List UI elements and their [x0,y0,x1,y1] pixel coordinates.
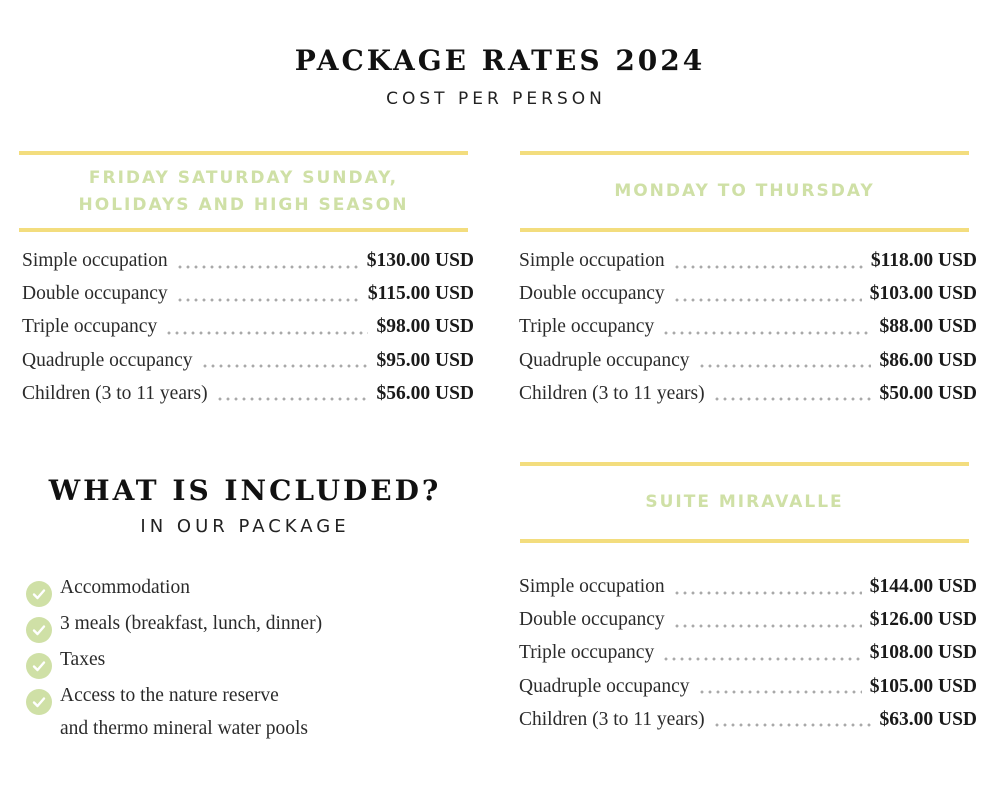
rate-price: $115.00 USD [367,283,474,305]
rate-row [519,383,977,416]
rate-price: $50.00 USD [879,382,977,404]
check-circle-icon [26,581,52,607]
rate-price: $103.00 USD [869,283,977,305]
check-circle-icon [26,653,52,679]
rate-row [519,316,977,349]
dotted-leader [698,688,862,696]
rate-label: Triple occupancy [519,642,655,664]
dotted-leader [673,296,862,304]
dotted-leader [673,263,863,271]
rate-label: Double occupancy [22,283,168,305]
rate-row [22,383,474,416]
page-title: PACKAGE RATES 2024 [294,44,706,77]
suite-bottom-rule [520,539,969,543]
list-item [26,571,466,607]
dotted-leader [176,296,360,304]
weekday-rate-list [519,250,977,416]
rate-label: Double occupancy [519,609,665,631]
rate-row [519,709,977,742]
item-text: Accommodation [60,577,190,598]
list-item [26,607,466,643]
dotted-leader [165,329,368,337]
rate-price: $118.00 USD [870,250,977,271]
list-item [26,643,466,679]
rate-label: Double occupancy [519,283,665,305]
rate-price: $130.00 USD [366,250,474,271]
rate-price: $86.00 USD [879,349,977,371]
rate-label: Simple occupation [519,576,665,597]
item-text-line2: and thermo mineral water pools [60,718,309,740]
rate-label: Children (3 to 11 years) [519,382,705,404]
dotted-leader [698,362,872,370]
dotted-leader [673,622,862,630]
dotted-leader [713,395,872,403]
rate-price: $144.00 USD [869,576,977,597]
dotted-leader [216,395,369,403]
dotted-leader [201,362,369,370]
rate-label: Triple occupancy [519,316,655,338]
rate-label: Triple occupancy [22,316,158,338]
weekend-title-line2: HOLIDAYS AND HIGH SEASON [78,194,409,215]
page-subtitle: COST PER PERSON [386,89,606,109]
rate-row [519,576,977,609]
weekday-bottom-rule [520,228,969,232]
included-title: WHAT IS INCLUDED? [48,474,442,507]
weekend-title-line1: FRIDAY SATURDAY SUNDAY, [88,167,399,188]
rate-row [519,350,977,383]
rate-price: $56.00 USD [376,382,474,404]
included-subtitle: IN OUR PACKAGE [140,516,350,537]
rate-price: $95.00 USD [376,349,474,371]
dotted-leader [176,263,359,271]
weekday-section-title: MONDAY TO THURSDAY [614,181,875,201]
rate-row [519,283,977,316]
rate-row [22,350,474,383]
dotted-leader [662,329,871,337]
rate-price: $63.00 USD [879,708,977,730]
rate-label: Simple occupation [22,250,168,271]
dotted-leader [713,721,872,729]
rate-label: Quadruple occupancy [519,349,690,371]
rate-row [519,250,977,283]
rate-row [22,250,474,283]
rate-price: $88.00 USD [879,316,977,338]
rate-row [519,676,977,709]
item-text: 3 meals (breakfast, lunch, dinner) [60,613,323,634]
rate-price: $105.00 USD [869,675,977,697]
rate-label: Quadruple occupancy [22,349,193,371]
rate-row [22,316,474,349]
rate-label: Simple occupation [519,250,665,271]
weekend-rate-list [22,250,474,416]
rate-label: Children (3 to 11 years) [22,382,208,404]
rate-row [519,642,977,675]
rate-price: $98.00 USD [376,316,474,338]
check-circle-icon [26,689,52,715]
weekend-bottom-rule [19,228,468,232]
item-text-line1: Access to the nature reserve [60,685,279,706]
rate-label: Children (3 to 11 years) [519,708,705,730]
included-list [26,571,466,745]
list-item [26,679,466,745]
rate-price: $108.00 USD [869,642,977,664]
suite-section-title: SUITE MIRAVALLE [645,492,844,512]
dotted-leader [662,655,862,663]
check-circle-icon [26,617,52,643]
rate-row [519,609,977,642]
rate-label: Quadruple occupancy [519,675,690,697]
rate-price: $126.00 USD [869,609,977,631]
rate-row [22,283,474,316]
item-text: Taxes [60,649,106,670]
suite-rate-list [519,576,977,742]
dotted-leader [673,589,862,597]
weekend-section-title [19,155,468,228]
item-text [60,679,308,745]
